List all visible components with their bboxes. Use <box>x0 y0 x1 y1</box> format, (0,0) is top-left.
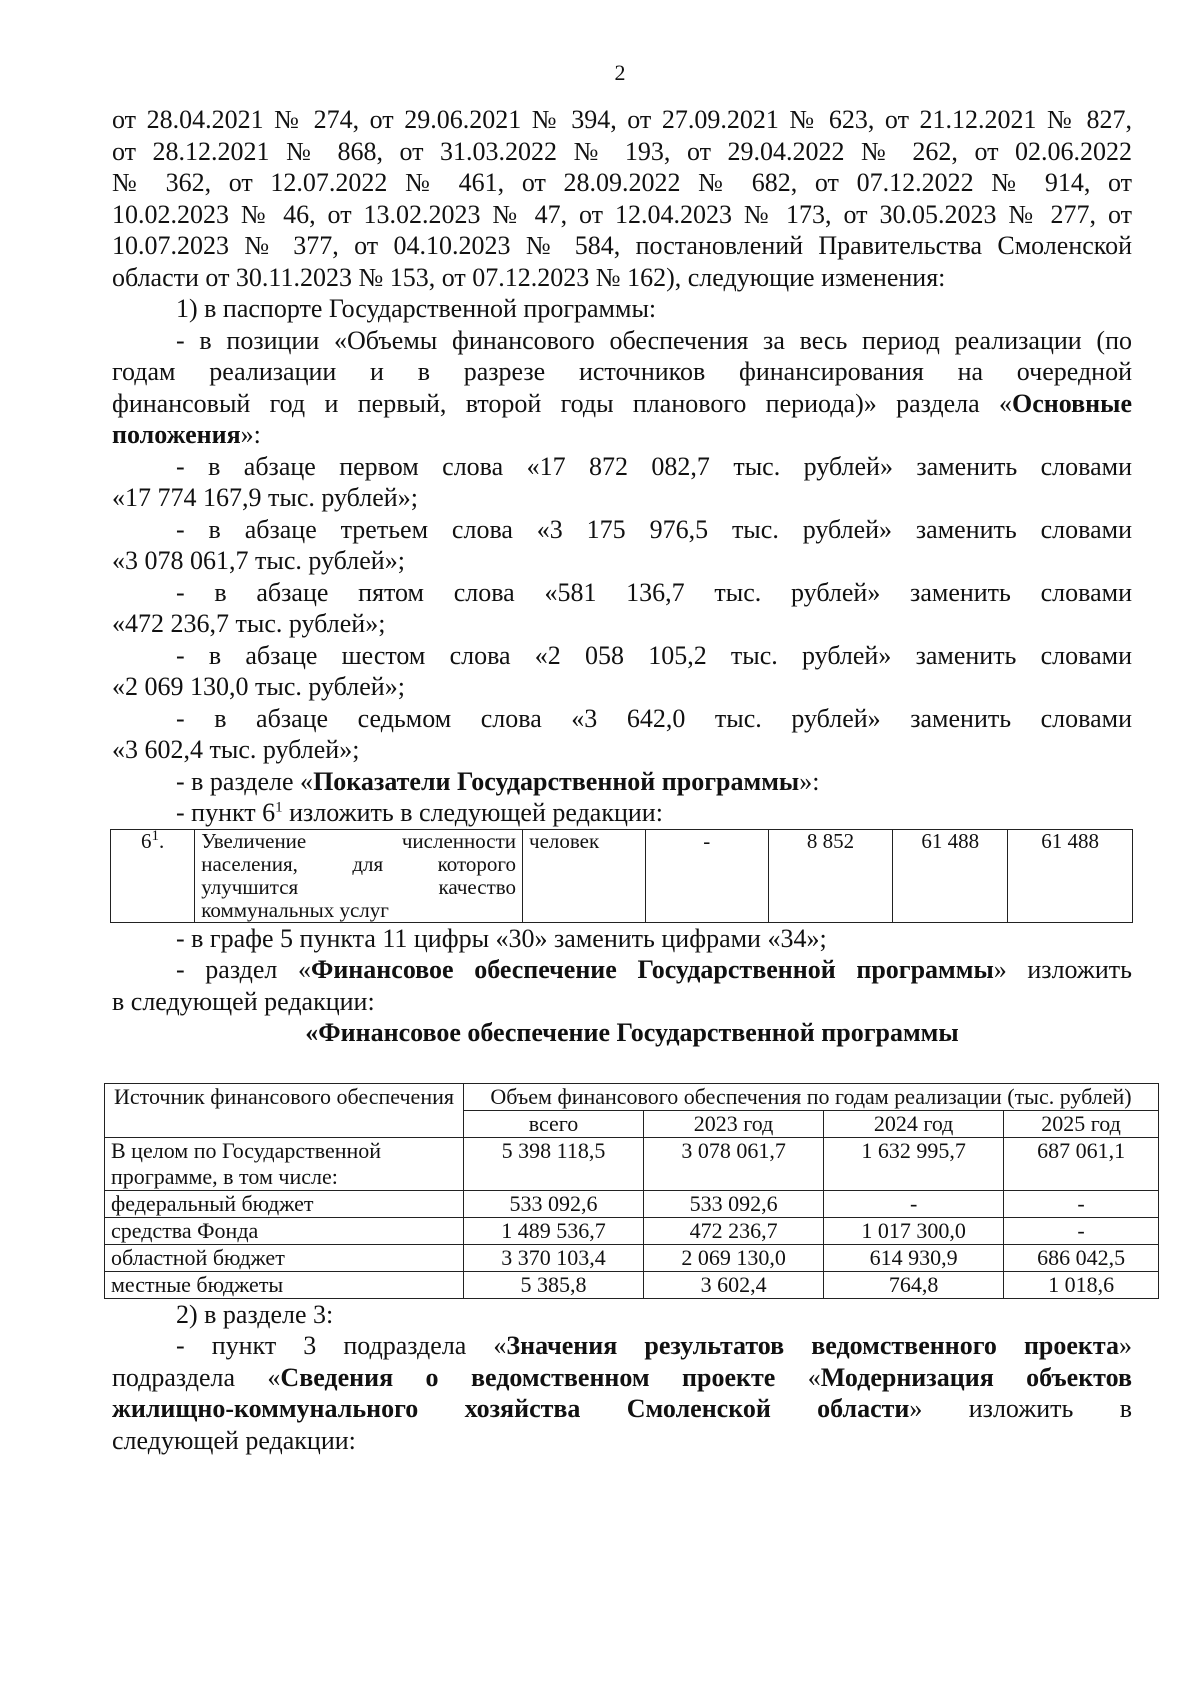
indicators-heading <box>112 766 1132 798</box>
graph-5-instruction: - в графе 5 пункта 11 цифры «30» заменить цифрами «34»; <box>176 923 827 953</box>
indicators-post: »: <box>799 766 820 796</box>
finance-row-regional <box>105 1244 1159 1271</box>
indicator-col-7: 61 488 <box>1008 829 1133 922</box>
position-line-3-text: финансовый год и первый, второй годы планового периода)» раздела « <box>112 388 1013 418</box>
row-label: В целом по Государственной программе, в том числе: <box>105 1137 464 1190</box>
cell-value: 1 489 536,7 <box>464 1217 644 1244</box>
point-3-l3-bold: жилищно-коммунального хозяйства Смоленской области <box>112 1394 910 1423</box>
point-6-1-sup: 1 <box>275 799 283 816</box>
indicator-unit: человек <box>523 829 646 922</box>
row-label: средства Фонда <box>105 1217 464 1244</box>
row-label: областной бюджет <box>105 1244 464 1271</box>
cell-value: 2 069 130,0 <box>644 1244 824 1271</box>
replacement-1-line-1: - в абзаце первом слова «17 872 082,7 тыс. рублей» заменить словами <box>176 451 1132 481</box>
cell-value: - <box>824 1190 1004 1217</box>
indicator-desc-cell <box>195 829 523 922</box>
cell-value: 686 042,5 <box>1004 1244 1159 1271</box>
amendments-line-6: области от 30.11.2023 № 153, от 07.12.2023 № 162), следующие изменения: <box>112 262 946 292</box>
row-label: местные бюджеты <box>105 1271 464 1298</box>
col-header-2023: 2023 год <box>644 1110 824 1137</box>
point-3-l3-post: » изложить в <box>909 1394 1132 1423</box>
finance-section-line-1 <box>112 954 1132 986</box>
point-3-line-1 <box>112 1330 1132 1362</box>
point-3-line-3 <box>112 1393 1132 1425</box>
finance-row-fund <box>105 1217 1159 1244</box>
replacement-5-line-1: - в абзаце седьмом слова «3 642,0 тыс. рублей» заменить словами <box>176 703 1132 733</box>
cell-value: 1 018,6 <box>1004 1271 1159 1298</box>
indicators-bold: Показатели Государственной программы <box>313 766 800 796</box>
cell-value: 3 370 103,4 <box>464 1244 644 1271</box>
finance-row-local <box>105 1271 1159 1298</box>
position-line-4-bold: положения <box>112 420 241 449</box>
cell-value: 3 078 061,7 <box>644 1137 824 1190</box>
cell-value: - <box>1004 1190 1159 1217</box>
item-2-heading: 2) в разделе 3: <box>176 1299 334 1329</box>
indicator-row-6-1 <box>111 829 1133 922</box>
position-line-4-text: »: <box>240 420 261 449</box>
finance-row-federal <box>105 1190 1159 1217</box>
item-1-heading: 1) в паспорте Государственной программы: <box>176 294 657 323</box>
indicator-table <box>110 829 1133 923</box>
replacement-2-line-2: «3 078 061,7 тыс. рублей»; <box>112 546 405 575</box>
point-3-l2-pre: подраздела « <box>112 1362 281 1392</box>
finance-title <box>112 1017 1132 1049</box>
cell-value: 1 017 300,0 <box>824 1217 1004 1244</box>
indicator-desc-line: населения, для которого <box>201 851 517 876</box>
cell-value: - <box>1004 1217 1159 1244</box>
replacement-2-line-1: - в абзаце третьем слова «3 175 976,5 тыс. рублей» заменить словами <box>176 514 1132 544</box>
page-number: 2 <box>614 60 626 85</box>
finance-section-bold: Финансовое обеспечение Государственной программы <box>311 955 994 984</box>
position-line-3-bold: Основные <box>1012 388 1132 418</box>
point-3-l2-mid: « <box>775 1362 821 1392</box>
indicator-num-cell <box>111 829 195 922</box>
point-3-l2-bold-2: Модернизация объектов <box>820 1362 1133 1392</box>
cell-value: 687 061,1 <box>1004 1137 1159 1190</box>
indicator-num-dot: . <box>158 828 165 853</box>
position-line-3 <box>112 388 1132 420</box>
finance-title-text: Финансовое обеспечение Государственной программы <box>318 1018 959 1047</box>
finance-header-row <box>105 1083 1159 1110</box>
cell-value: 1 632 995,7 <box>824 1137 1004 1190</box>
indicators-pre: - в разделе « <box>176 766 314 796</box>
amendments-line-2: от 28.12.2021 № 868, от 31.03.2022 № 193, от 29.04.2022 № 262, от 02.06.2022 <box>112 136 1132 166</box>
finance-section-post: » изложить <box>993 955 1132 984</box>
cell-value: 472 236,7 <box>644 1217 824 1244</box>
cell-value: 3 602,4 <box>644 1271 824 1298</box>
indicator-col-4: - <box>645 829 768 922</box>
cell-value: 5 385,8 <box>464 1271 644 1298</box>
position-line-1: - в позиции «Объемы финансового обеспечения за весь период реализации (по <box>176 325 1132 355</box>
cell-value: 614 930,9 <box>824 1244 1004 1271</box>
volume-header: Объем финансового обеспечения по годам реализации (тыс. рублей) <box>464 1083 1159 1110</box>
finance-title-quote: « <box>305 1018 319 1047</box>
replacement-3-line-1: - в абзаце пятом слова «581 136,7 тыс. рублей» заменить словами <box>176 577 1132 607</box>
col-header-2024: 2024 год <box>824 1110 1004 1137</box>
finance-table <box>104 1083 1159 1299</box>
position-line-2: годам реализации и в разрезе источников финансирования на очередной <box>112 357 1132 386</box>
point-3-l2-bold-1: Сведения о ведомственном проекте <box>280 1362 776 1392</box>
col-header-2025: 2025 год <box>1004 1110 1159 1137</box>
point-6-1-post: изложить в следующей редакции: <box>282 798 663 827</box>
finance-row-total <box>105 1137 1159 1190</box>
cell-value: 5 398 118,5 <box>464 1137 644 1190</box>
cell-value: 533 092,6 <box>644 1190 824 1217</box>
replacement-3-line-2: «472 236,7 тыс. рублей»; <box>112 609 386 638</box>
indicator-desc-line: улучшится качество <box>201 874 517 899</box>
replacement-4-line-2: «2 069 130,0 тыс. рублей»; <box>112 672 405 701</box>
point-3-pre: - пункт 3 подраздела « <box>176 1331 507 1360</box>
finance-section-line-2: в следующей редакции: <box>112 986 375 1016</box>
finance-section-pre: - раздел « <box>176 955 311 984</box>
indicator-desc-line: коммунальных услуг <box>201 897 389 922</box>
amendments-line-3: № 362, от 12.07.2022 № 461, от 28.09.2022 № 682, от 07.12.2022 № 914, от <box>112 168 1132 197</box>
source-header: Источник финансового обеспечения <box>105 1083 464 1137</box>
point-6-1-pre: - пункт 6 <box>176 798 276 827</box>
document-body <box>112 104 1132 1456</box>
cell-value: 533 092,6 <box>464 1190 644 1217</box>
replacement-5-line-2: «3 602,4 тыс. рублей»; <box>112 735 360 764</box>
amendments-line-1: от 28.04.2021 № 274, от 29.06.2021 № 394, от 27.09.2021 № 623, от 21.12.2021 № 827, <box>112 105 1132 134</box>
cell-value: 764,8 <box>824 1271 1004 1298</box>
point-3-line-2 <box>112 1362 1132 1394</box>
point-3-post: » <box>1119 1331 1132 1360</box>
indicator-desc-line: Увеличение численности <box>201 828 517 853</box>
indicator-num-sup: 1 <box>151 827 159 844</box>
point-6-1-heading <box>112 797 1132 829</box>
indicator-num: 6 <box>140 828 152 853</box>
indicator-col-6: 61 488 <box>893 829 1008 922</box>
point-3-line-4: следующей редакции: <box>112 1425 356 1455</box>
col-header-total: всего <box>464 1110 644 1137</box>
indicator-col-5: 8 852 <box>768 829 893 922</box>
position-line-4 <box>112 419 1132 451</box>
amendments-line-5: 10.07.2023 № 377, от 04.10.2023 № 584, постановлений Правительства Смоленской <box>112 231 1132 260</box>
amendments-line-4: 10.02.2023 № 46, от 13.02.2023 № 47, от 12.04.2023 № 173, от 30.05.2023 № 277, от <box>112 199 1132 229</box>
replacement-4-line-1: - в абзаце шестом слова «2 058 105,2 тыс. рублей» заменить словами <box>176 640 1132 670</box>
point-3-bold: Значения результатов ведомственного проекта <box>506 1331 1119 1360</box>
row-label: федеральный бюджет <box>105 1190 464 1217</box>
replacement-1-line-2: «17 774 167,9 тыс. рублей»; <box>112 483 418 512</box>
